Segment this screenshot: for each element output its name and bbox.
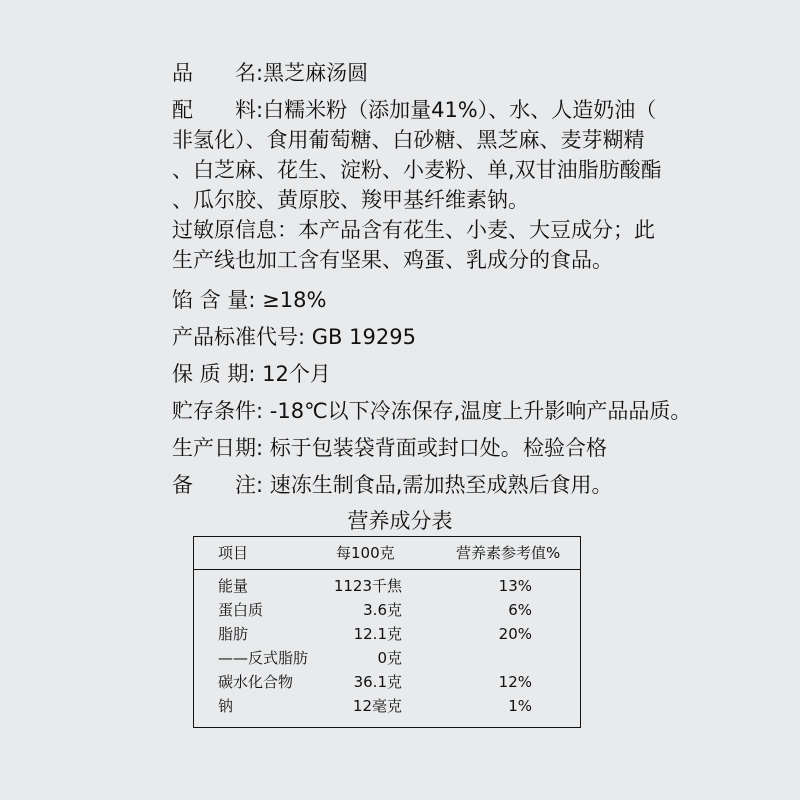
- standard-label: 产品标准代号:: [172, 325, 306, 349]
- row-nrv: 13%: [498, 577, 532, 595]
- row-nrv: 12%: [498, 673, 532, 691]
- shelf-life-label: 保 质 期:: [172, 362, 256, 386]
- ingredients-line-4: 、瓜尔胶、黄原胶、羧甲基纤维素钠。: [172, 188, 529, 212]
- header-nrv: 营养素参考值%: [456, 544, 561, 562]
- ingredients-line-2: 非氢化）、食用葡萄糖、白砂糖、黑芝麻、麦芽糊精: [172, 128, 645, 152]
- filling-value: ≥18%: [262, 288, 327, 312]
- row-per100: 3.6克: [363, 601, 402, 619]
- production-date-line: [172, 434, 522, 462]
- product-name-label: 品 名:: [172, 61, 264, 85]
- row-item: 脂肪: [218, 625, 249, 643]
- row-item: 能量: [218, 577, 249, 595]
- nutrition-table: [193, 536, 581, 728]
- row-item: 钠: [218, 697, 234, 715]
- production-date-label: 生产日期:: [172, 436, 264, 460]
- note-value: 速冻生制食品,需加热至成熟后食用。: [269, 473, 613, 497]
- note-line: [172, 471, 612, 499]
- row-per100: 0克: [377, 649, 402, 667]
- ingredients-line-1: 白糯米粉（添加量41%）、水、人造奶油（: [263, 98, 657, 122]
- nutrition-title: 营养成分表: [347, 509, 453, 533]
- shelf-life-value: 12个月: [262, 362, 331, 386]
- ingredients-line: [172, 96, 656, 124]
- storage-line: [172, 397, 691, 425]
- row-nrv: 1%: [508, 697, 532, 715]
- allergen-line-2: 生产线也加工含有坚果、鸡蛋、乳成分的食品。: [172, 248, 613, 272]
- header-item: 项目: [218, 544, 249, 562]
- row-item: 蛋白质: [218, 601, 264, 619]
- nutrition-header-row: [194, 537, 580, 570]
- inspection-mark: 检验合格: [523, 436, 607, 460]
- production-date-value: 标于包装袋背面或封口处。: [269, 436, 522, 460]
- row-nrv: 6%: [508, 601, 532, 619]
- row-item: ——反式脂肪: [218, 649, 309, 667]
- allergen-line-1: 过敏原信息：本产品含有花生、小麦、大豆成分；此: [172, 218, 655, 242]
- ingredients-label: 配 料:: [172, 98, 264, 122]
- standard-line: [172, 323, 416, 351]
- row-per100: 1123千焦: [333, 577, 402, 595]
- row-per100: 12毫克: [352, 697, 402, 715]
- row-item: 碳水化合物: [218, 673, 294, 691]
- row-nrv: 20%: [498, 625, 532, 643]
- header-per100: 每100克: [336, 544, 395, 562]
- storage-value: -18℃以下冷冻保存,温度上升影响产品品质。: [269, 399, 692, 423]
- shelf-life-line: [172, 360, 331, 388]
- ingredients-line-3: 、白芝麻、花生、淀粉、小麦粉、单,双甘油脂肪酸酯: [172, 158, 662, 182]
- note-label: 备 注:: [172, 473, 264, 497]
- filling-label: 馅 含 量:: [172, 288, 256, 312]
- filling-line: [172, 286, 326, 314]
- row-per100: 12.1克: [353, 625, 402, 643]
- row-per100: 36.1克: [353, 673, 402, 691]
- product-name-value: 黑芝麻汤圆: [263, 61, 369, 85]
- product-name-line: [172, 59, 368, 87]
- standard-value: GB 19295: [311, 325, 416, 349]
- storage-label: 贮存条件:: [172, 399, 264, 423]
